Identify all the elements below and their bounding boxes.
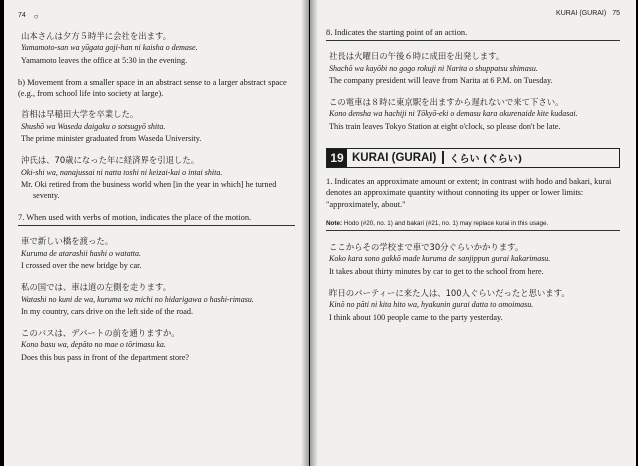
example-english: Mr. Oki retired from the business world when [in the year in which] he turned seventy. bbox=[21, 180, 277, 201]
example-japanese: 私の国では、車は道の左側を走ります。 bbox=[21, 282, 172, 293]
example-english: This train leaves Tokyo Station at eight o'clock, so please don't be late. bbox=[329, 121, 561, 131]
section-number: 19 bbox=[327, 149, 347, 167]
right-page bbox=[310, 0, 636, 466]
definition-1: 1. Indicates an approximate amount or extent; in contrast with hodo and bakari, kurai denotes an approximate quantity without connoting its upper or lower limits: "approximately, about." bbox=[326, 176, 612, 209]
example-romaji: Kono basu wa, depāto no mae o tōrimasu ka. bbox=[21, 340, 166, 350]
example-romaji: Yamamoto-san wa yūgata goji-han ni kaisha o demase. bbox=[21, 43, 198, 53]
example-japanese: 昨日のパーティーに来た人は、100人ぐらいだったと思います。 bbox=[329, 287, 570, 298]
note-label: Note: bbox=[326, 219, 343, 227]
example-english: It takes about thirty minutes by car to get to the school from here. bbox=[329, 266, 544, 276]
example-romaji: Oki-shi wa, nanajussai ni natta toshi ni keizai-kai o intai shita. bbox=[21, 167, 223, 177]
definition-b: b) Movement from a smaller space in an abstract sense to a larger abstract space (e.g., from school life into society at large). bbox=[18, 77, 287, 99]
right-page-number: 75 bbox=[612, 10, 620, 17]
definition-7: 7. When used with verbs of motion, indicates the place of the motion. bbox=[18, 212, 295, 226]
example-japanese: 首相は早稲田大学を卒業した。 bbox=[21, 109, 139, 120]
right-page-header bbox=[326, 10, 620, 17]
example-japanese: 社長は火曜日の午後６時に成田を出発します。 bbox=[329, 51, 505, 62]
example-english: Yamamoto leaves the office at 5:30 in the evening. bbox=[21, 55, 188, 65]
example-romaji: Shachō wa kayōbi no gogo rokuji ni Narita o shuppatsu shimasu. bbox=[329, 63, 538, 73]
example-japanese: このバスは、デパートの前を通りますか。 bbox=[21, 328, 180, 339]
example-english: Does this bus pass in front of the department store? bbox=[21, 352, 190, 362]
example-english: In my country, cars drive on the left side of the road. bbox=[21, 307, 194, 317]
left-page bbox=[4, 0, 309, 466]
section-divider bbox=[442, 151, 443, 164]
running-header-title: KURAI (GURAI) bbox=[556, 10, 607, 17]
example-romaji: Kono densha wa hachiji ni Tōkyō-eki o demasu kara okurenaide kite kudasai. bbox=[329, 109, 578, 119]
usage-note bbox=[326, 220, 620, 231]
note-text: Hodo (#20, no. 1) and bakari (#21, no. 1) may replace kurai in this usage. bbox=[343, 219, 549, 227]
example-romaji: Kuruma de atarashii hashi o watatta. bbox=[21, 248, 142, 258]
example-english: The prime minister graduated from Waseda University. bbox=[21, 134, 202, 144]
example-english: I think about 100 people came to the party yesterday. bbox=[329, 312, 503, 322]
section-kana: くらい (ぐらい) bbox=[449, 154, 523, 166]
definition-8: 8. Indicates the starting point of an action. bbox=[326, 27, 620, 41]
section-title: KURAI (GURAI) bbox=[352, 151, 437, 164]
section-heading bbox=[326, 148, 620, 168]
example-japanese: この電車は８時に東京駅を出ますから遅れないで来て下さい。 bbox=[329, 97, 564, 108]
example-romaji: Koko kara sono gakkō made kuruma de sanjippun gurai kakarimasu. bbox=[329, 254, 551, 264]
example-japanese: 山本さんは夕方５時半に会社を出ます。 bbox=[21, 31, 172, 41]
example-japanese: 車で新しい橋を渡った。 bbox=[21, 236, 114, 247]
example-romaji: Shushō wa Waseda daigaku o sotsugyō shita. bbox=[21, 121, 166, 131]
example-english: The company president will leave from Narita at 6 P.M. on Tuesday. bbox=[329, 76, 553, 86]
gutter-shadow-right bbox=[310, 0, 318, 466]
left-page-header bbox=[18, 12, 295, 21]
gutter-shadow-left bbox=[301, 0, 309, 466]
left-page-number: 74 bbox=[18, 12, 26, 19]
example-romaji: Kinō no pāti ni kita hito wa, hyakunin gurai datta to omoimasu. bbox=[329, 300, 534, 310]
example-english: I crossed over the new bridge by car. bbox=[21, 261, 142, 271]
header-mark: ○ bbox=[33, 12, 39, 21]
example-romaji: Watashi no kuni de wa, kuruma wa michi no hidarigawa o hashi-rimasu. bbox=[21, 294, 254, 304]
example-japanese: ここからその学校まで車で30分ぐらいかかります。 bbox=[329, 241, 524, 252]
example-japanese: 沖氏は、70歳になった年に経済界を引退した。 bbox=[21, 155, 200, 166]
